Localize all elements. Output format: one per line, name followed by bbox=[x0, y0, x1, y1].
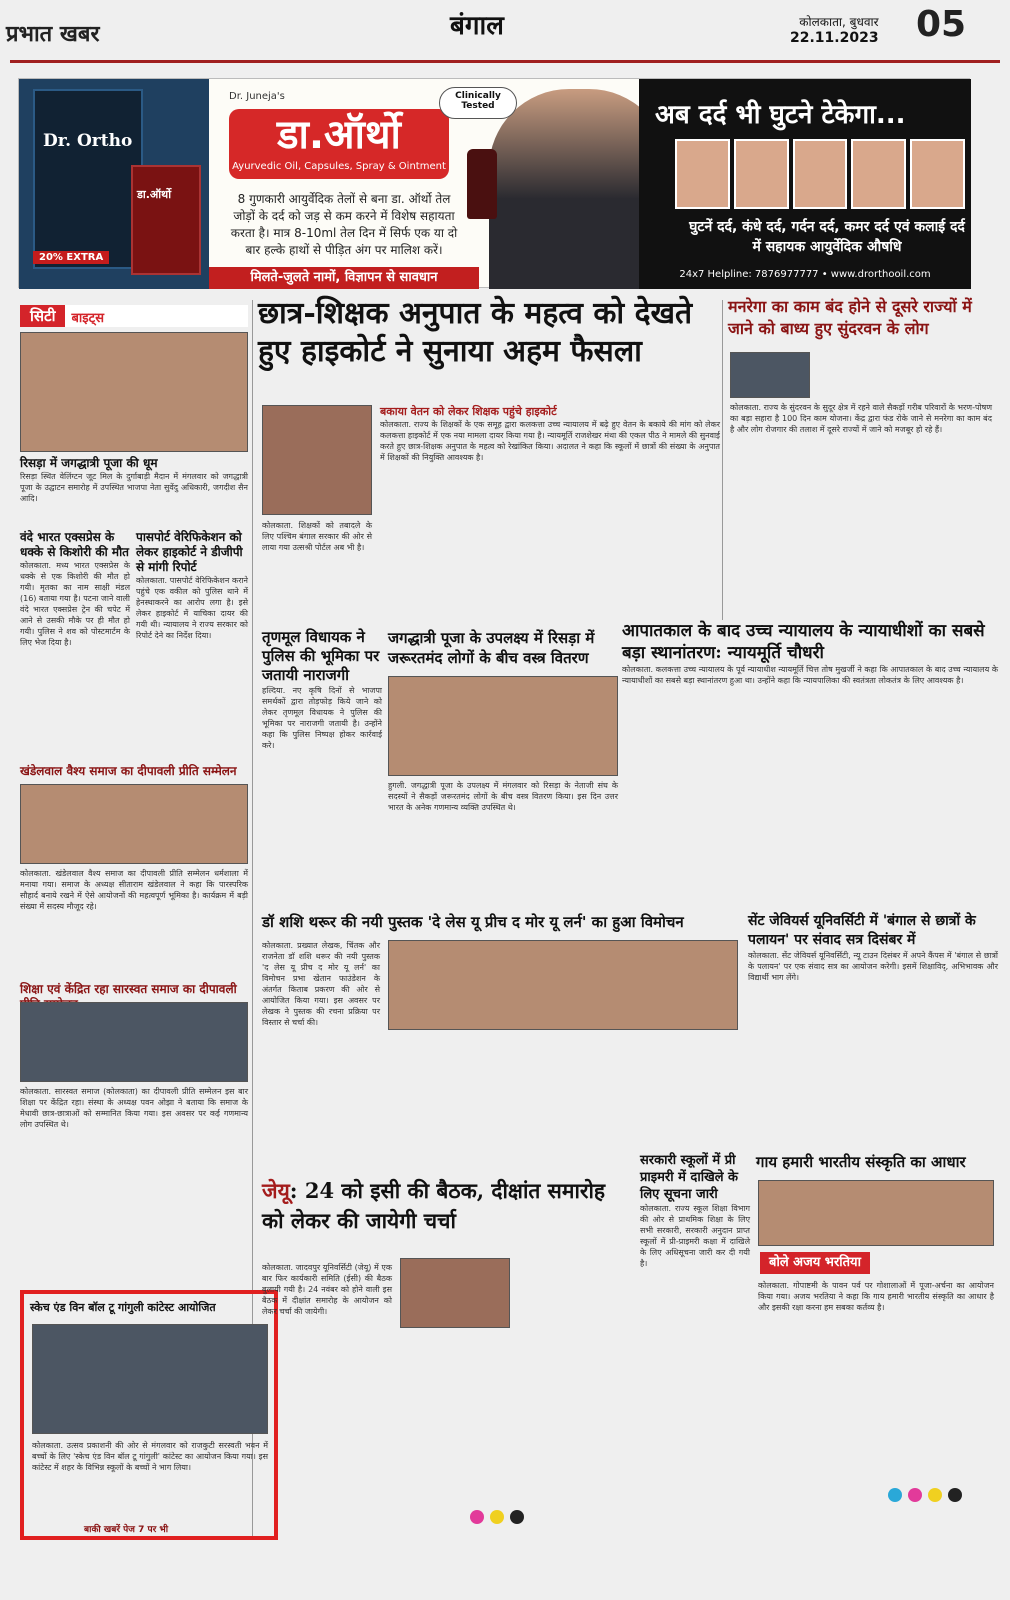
highlighted-story-box bbox=[20, 1290, 278, 1540]
photo-caption bbox=[262, 520, 372, 600]
secondary-pack-image bbox=[131, 165, 201, 275]
news-photo bbox=[32, 1324, 268, 1434]
story-headline: स्केच एंड विन बॉल टू गांगुली कांटेस्ट आयोजित bbox=[30, 1301, 216, 1314]
story-body: हल्दिया. नए कृषि दिनों से भाजपा समर्थकों द्वारा तोड़फोड़ किये जाने को लेकर तृणमूल विधायक ने पुलिस की भूमिका पर नाराजगी जतायी है। उन्होंने कहा कि पुलिस निष्पक्ष होकर कार्रवाई करे। bbox=[262, 686, 382, 750]
ad-benefit-text: घुटनें दर्द, कंधे दर्द, गर्दन दर्द, कमर दर्द एवं कलाई दर्द में सहायक आयुर्वेदिक औषधि bbox=[689, 219, 965, 255]
story-headline: सेंट जेवियर्स यूनिवर्सिटी में 'बंगाल से छात्रों के पलायन' पर संवाद सत्र दिसंबर में bbox=[748, 913, 976, 948]
news-story-heading bbox=[756, 1152, 998, 1178]
pack2-label: डा.ऑर्थो bbox=[137, 188, 172, 201]
news-photo bbox=[730, 352, 810, 398]
news-story bbox=[262, 940, 380, 1170]
university-photo bbox=[400, 1258, 510, 1328]
city-bytes-banner bbox=[20, 305, 248, 327]
news-story-heading bbox=[262, 912, 742, 936]
story-headline: जगद्धात्री पूजा के उपलक्ष्य में रिसड़ा में जरूरतमंद लोगों के बीच वस्त्र वितरण bbox=[388, 629, 595, 667]
pain-image-wrist bbox=[910, 139, 965, 209]
continued-note: बाकी खबरें पेज 7 पर भी bbox=[84, 1525, 169, 1535]
headline-rest: : 24 को इसी की बैठक, दीक्षांत समारोह को लेकर की जायेगी चर्चा bbox=[262, 1178, 606, 1233]
pack-label: Dr. Ortho bbox=[43, 131, 133, 151]
book-launch-photo bbox=[388, 940, 738, 1030]
extra-offer-badge: 20% EXTRA bbox=[33, 251, 109, 264]
ad-description: 8 गुणकारी आयुर्वेदिक तेलों से बना डा. ऑर्थो तेल जोड़ों के दर्द को जड़ से कम करने में विशेष सहायता करता है। मात्र 8-10ml तेल दिन में सिर्फ एक या दो बार हल्के हाथों से पीड़ित अंग पर मालिश करें। bbox=[230, 192, 458, 257]
oil-bottle-image bbox=[467, 149, 497, 219]
news-story bbox=[262, 628, 382, 908]
story-headline: सरकारी स्कूलों में प्री प्राइमरी में दाखिले के लिए सूचना जारी bbox=[640, 1153, 739, 1202]
news-story bbox=[622, 620, 998, 910]
news-story-heading bbox=[262, 1176, 632, 1256]
magenta-dot bbox=[908, 1488, 922, 1502]
cyan-dot bbox=[888, 1488, 902, 1502]
story-body: कोलकाता. खंडेलवाल वैश्य समाज का दीपावली प्रीति सम्मेलन धर्मशाला में मनाया गया। समाज के अध्यक्ष सीताराम खंडेलवाल ने कहा कि पारस्परिक सौहार्द बनाये रखने में ऐसे आयोजनों की महत्वपूर्ण भूमिका है। कार्यक्रम में बड़ी संख्या में सदस्य मौजूद रहे। bbox=[20, 869, 248, 911]
print-registration-marks bbox=[888, 1488, 962, 1502]
black-dot bbox=[510, 1510, 524, 1524]
story-headline: वंदे भारत एक्सप्रेस के धक्के से किशोरी की मौत bbox=[20, 530, 130, 559]
ad-product-panel bbox=[19, 79, 209, 289]
clinically-tested-badge: Clinically Tested bbox=[439, 87, 517, 119]
story-headline: शिक्षा एवं केंद्रित रहा सारस्वत समाज का दीपावली bbox=[20, 982, 237, 996]
story-body: कोलकाता. जादवपुर यूनिवर्सिटी (जेयू) में एक बार फिर कार्यकारी समिति (ईसी) की बैठक बुलायी गयी है। 24 नवंबर को होने वाली इस बैठक में दीक्षांत समारोह के आयोजन को लेकर चर्चा की जायेगी। bbox=[262, 1263, 392, 1316]
story-headline: तृणमूल विधायक ने पुलिस की भूमिका पर जतायी नाराजगी bbox=[262, 628, 380, 684]
pain-image-shoulder bbox=[734, 139, 789, 209]
yellow-dot bbox=[490, 1510, 504, 1524]
ad-tagline: अब दर्द भी घुटने टेकेगा... bbox=[655, 100, 906, 130]
dateline bbox=[790, 14, 879, 46]
quote-tag: बोले अजय भरतिया bbox=[760, 1252, 870, 1274]
black-dot bbox=[948, 1488, 962, 1502]
story-body: कोलकाता. गोपाष्टमी के पावन पर्व पर गोशालाओं में पूजा-अर्चना का आयोजन किया गया। अजय भरतिया ने कहा कि गाय हमारी भारतीय संस्कृति का आधार है और इसकी रक्षा करना हम सबका कर्तव्य है। bbox=[758, 1281, 994, 1312]
story-body: कोलकाता. राज्य के शिक्षकों के एक समूह द्वारा कलकत्ता उच्च न्यायालय में बढ़े हुए वेतन के बकाये की मांग को लेकर कलकत्ता हाइकोर्ट में एक नया मामला दायर किया गया है। न्यायमूर्ति राजशेखर मंथा की एकल पीठ ने मामले की सुनवाई करते हुए छात्र-शिक्षक अनुपात के महत्व को रेखांकित किया। अदालत ने कहा कि स्कूलों में छात्रों की संख्या के अनुपात में शिक्षकों की नियुक्ति आवश्यक है। bbox=[380, 420, 720, 462]
news-photo bbox=[20, 784, 248, 864]
lead-story-body bbox=[380, 404, 720, 614]
news-story bbox=[136, 530, 248, 760]
story-body: कोलकाता. राज्य के सुंदरवन के सुदूर क्षेत्र में रहने वाले सैकड़ों गरीब परिवारों के भरण-पोषण का बड़ा सहारा है 100 दिन काम योजना। केंद्र द्वारा फंड रोके जाने से मनरेगा का काम बंद है और लोग रोजगार की तलाश में दूसरे राज्यों में जाने को मजबूर हो रहे हैं। bbox=[730, 403, 992, 434]
news-photo bbox=[20, 332, 248, 452]
lead-headline: छात्र-शिक्षक अनुपात के महत्व को देखते हुए हाइकोर्ट ने सुनाया अहम फैसला bbox=[258, 296, 693, 369]
advertisement-dr-ortho bbox=[18, 78, 970, 288]
news-story-heading bbox=[20, 982, 248, 998]
story-body: कोलकाता. उत्सव प्रकाशनी की ओर से मंगलवार को राजकुटी सरस्वती भवन में बच्चों के लिए 'स्केच एंड विन बॉल टू गांगुली' कांटेस्ट का आयोजन किया गया। इस कांटेस्ट में शहर के विभिन्न स्कूलों के बच्चों ने भाग लिया। bbox=[32, 1441, 268, 1472]
story-headline: गाय हमारी भारतीय संस्कृति का आधार bbox=[756, 1153, 966, 1171]
news-story bbox=[20, 530, 130, 760]
news-story bbox=[20, 456, 248, 526]
pain-image-back bbox=[851, 139, 906, 209]
story-body: कोलकाता. सारस्वत समाज (कोलकाता) का दीपावली प्रीति सम्मेलन इस बार शिक्षा पर केंद्रित रहा। संस्था के अध्यक्ष पवन ओझा ने बताया कि समाज के मेधावी छात्र-छात्राओं को सम्मानित किया गया। इस अवसर पर कई गणमान्य लोग उपस्थित थे। bbox=[20, 1087, 248, 1129]
ad-warning: मिलते-जुलते नामों, विज्ञापन से सावधान bbox=[209, 267, 479, 289]
story-body: कोलकाता. प्रख्यात लेखक, चिंतक और राजनेता डॉ शशि थरूर की नयी पुस्तक 'द लेस यू प्रीच द मोर यू लर्न' का विमोचन प्रभा खेतान फाउंडेशन के अंतर्गत किताब प्रकरण की ओर से आयोजित किया गया। इस अवसर पर लेखक ने पुस्तक की रचना प्रक्रिया पर विस्तार से चर्चा की। bbox=[262, 941, 380, 1027]
product-pack-image bbox=[33, 89, 143, 269]
banner-briefs: बाइट्स bbox=[71, 311, 104, 326]
magenta-dot bbox=[470, 1510, 484, 1524]
news-photo bbox=[20, 1002, 248, 1082]
news-story bbox=[20, 1086, 248, 1282]
print-registration-marks bbox=[470, 1510, 524, 1524]
court-building-photo bbox=[262, 405, 372, 515]
story-body: कोलकाता. पासपोर्ट वेरिफिकेशन कराने पहुंचे एक वकील को पुलिस थाने में हेनस्थाकरने का आरोप लगा है। इसे लेकर हाइकोर्ट में याचिका दायर की गयी थी। न्यायालय ने राज्य सरकार को रिपोर्ट देने का निर्देश दिया। bbox=[136, 576, 248, 640]
story-headline: आपातकाल के बाद उच्च न्यायालय के न्यायाधीशों का सबसे बड़ा स्थानांतरण: न्यायमूर्ति चौधरी bbox=[622, 621, 985, 663]
city-day: कोलकाता, बुधवार bbox=[799, 15, 879, 29]
story-headline: पासपोर्ट वेरिफिकेशन को लेकर हाइकोर्ट ने डीजीपी से मांगी रिपोर्ट bbox=[136, 530, 243, 574]
section-title: बंगाल bbox=[450, 11, 504, 41]
page-number: 05 bbox=[916, 4, 967, 45]
pain-image-neck bbox=[793, 139, 848, 209]
news-story bbox=[388, 780, 618, 900]
ad-brand-logo: डा.ऑर्थो bbox=[229, 109, 449, 179]
story-body: कोलकाता. सेंट जेवियर्स यूनिवर्सिटी, न्यू टाउन दिसंबर में अपने कैंपस में 'बंगाल से छात्रों के पलायन' पर एक संवाद सत्र का आयोजन करेगी। इसमें शिक्षाविद्, अभिभावक और विद्यार्थी भाग लेंगे। bbox=[748, 951, 998, 982]
news-story bbox=[758, 1280, 994, 1480]
newspaper-brand: प्रभात खबर bbox=[6, 22, 100, 47]
ad-pain-images bbox=[675, 139, 965, 209]
pain-image-knee bbox=[675, 139, 730, 209]
news-story bbox=[640, 1152, 750, 1492]
lead-subhead: बकाया वेतन को लेकर शिक्षक पहुंचे हाइकोर्ट bbox=[380, 405, 557, 418]
news-story-heading bbox=[20, 764, 248, 780]
news-story bbox=[20, 868, 248, 978]
ad-helpline: 24x7 Helpline: 7876977777 • www.drorthooil.com bbox=[679, 269, 931, 280]
header-rule bbox=[10, 60, 1000, 63]
news-story-heading bbox=[388, 628, 618, 672]
story-headline: खंडेलवाल वैश्य समाज का दीपावली प्रीति सम्मेलन bbox=[20, 764, 237, 778]
headline-prefix: जेयू bbox=[262, 1178, 290, 1203]
story-headline: रिसड़ा में जगद्धात्री पूजा की धूम bbox=[20, 456, 158, 470]
ad-doctor-name: Dr. Juneja's bbox=[229, 91, 285, 102]
news-story bbox=[748, 912, 998, 1172]
news-photo bbox=[388, 676, 618, 776]
story-headline: डॉ शशि थरूर की नयी पुस्तक 'दे लेस यू प्रीच द मोर यू लर्न' का हुआ विमोचन bbox=[262, 913, 684, 931]
story-body: रिसड़ा स्थित वेलिंग्टन जूट मिल के दुर्गाबाड़ी मैदान में मंगलवार को जगद्धात्री पूजा के उद्घाटन समारोह में उपस्थित भाजपा नेता सुवेंदु अधिकारी, जगदीश सैन आदि। bbox=[20, 472, 248, 503]
news-story bbox=[730, 402, 992, 612]
story-body: कोलकाता. मध्य भारत एक्सप्रेस के धक्के से एक किशोरी की मौत हो गयी। मृतका का नाम साक्षी मंडल (16) बताया गया है। पटना जाने वाली वंदे भारत एक्सप्रेस ट्रेन की चपेट में आने से उसकी मौके पर ही मौत हो गयी। पुलिस ने शव को पोस्टमार्टम के लिए भेज दिया है। bbox=[20, 561, 130, 647]
banner-city: सिटी bbox=[20, 305, 65, 327]
issue-date: 22.11.2023 bbox=[790, 30, 879, 46]
story-headline bbox=[262, 1176, 632, 1236]
ad-product-line: Ayurvedic Oil, Capsules, Spray & Ointment bbox=[232, 161, 446, 172]
story-body: हुगली. जगद्धात्री पूजा के उपलक्ष्य में मंगलवार को रिसड़ा के नेताजी संघ के सदस्यों ने सैकड़ों जरूरतमंद लोगों के बीच वस्त्र वितरण किया। इस दिन उत्तर भारत के अनेक गणमान्य व्यक्ति उपस्थित थे। bbox=[388, 781, 618, 812]
story-body: कोलकाता. कलकत्ता उच्च न्यायालय के पूर्व न्यायाधीश न्यायमूर्ति चित्त तोष मुखर्जी ने कहा कि आपातकाल के बाद उच्च न्यायालय के न्यायाधीशों का सबसे बड़ा स्थानांतरण हुआ था। उन्होंने कहा कि न्यायपालिका की स्वतंत्रता लोकतंत्र के लिए आवश्यक है। bbox=[622, 665, 998, 685]
caption-text: कोलकाता. शिक्षकों को तबादले के लिए पश्चिम बंगाल सरकार की ओर से लाया गया उत्सश्री पोर्टल अब भी है। bbox=[262, 521, 372, 552]
right-top-headline: मनरेगा का काम बंद होने से दूसरे राज्यों में जाने को बाध्य हुए सुंदरवन के लोग bbox=[728, 297, 972, 338]
story-body: कोलकाता. राज्य स्कूल शिक्षा विभाग की ओर से प्राथमिक शिक्षा के लिए सभी सरकारी, सरकारी अनुदान प्राप्त स्कूलों में प्री-प्राइमरी कक्षा में दाखिले के लिए अधिसूचना जारी कर दी गयी है। bbox=[640, 1204, 750, 1268]
yellow-dot bbox=[928, 1488, 942, 1502]
news-photo bbox=[758, 1180, 994, 1246]
news-story bbox=[262, 1262, 392, 1532]
